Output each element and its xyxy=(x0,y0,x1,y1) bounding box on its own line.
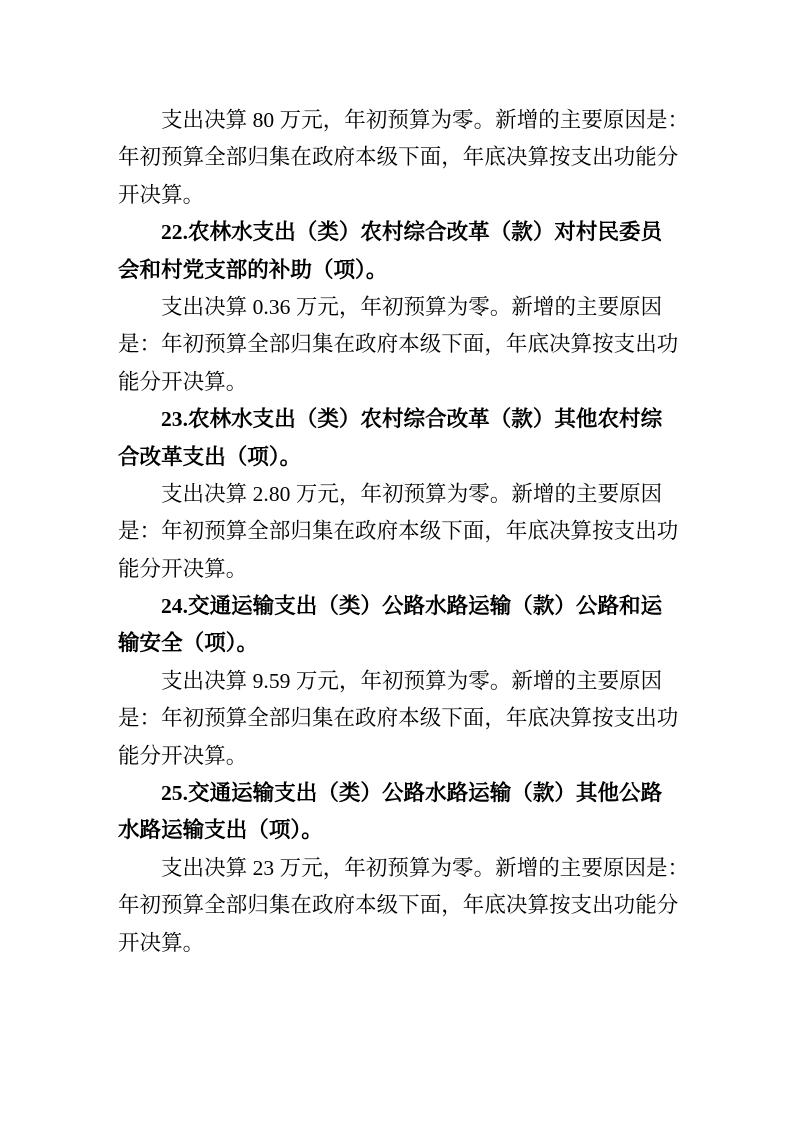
paragraph-line: 能分开决算。 xyxy=(118,556,248,581)
heading-line: 会和村党支部的补助（项）。 xyxy=(118,257,388,282)
body-paragraph xyxy=(118,289,682,401)
section-heading-23 xyxy=(118,401,682,476)
paragraph-line: 开决算。 xyxy=(118,182,205,207)
paragraph-line: 年初预算全部归集在政府本级下面，年底决算按支出功能分 xyxy=(118,145,679,170)
heading-line: 合改革支出（项）。 xyxy=(118,444,302,469)
heading-line: 水路运输支出（项）。 xyxy=(118,818,323,843)
paragraph-line: 能分开决算。 xyxy=(118,369,248,394)
body-paragraph xyxy=(118,102,690,214)
page-body-text xyxy=(118,102,690,962)
heading-line: 25.交通运输支出（类）公路水路运输（款）其他公路 xyxy=(161,781,663,806)
body-paragraph xyxy=(118,850,690,962)
section-heading-24 xyxy=(118,588,682,663)
paragraph-line: 支出决算 2.80 万元，年初预算为零。新增的主要原因 xyxy=(161,481,663,506)
paragraph-line: 年初预算全部归集在政府本级下面，年底决算按支出功能分 xyxy=(118,893,679,918)
section-heading-22 xyxy=(118,214,682,289)
paragraph-line: 支出决算 9.59 万元，年初预算为零。新增的主要原因 xyxy=(161,668,663,693)
paragraph-line: 支出决算 23 万元，年初预算为零。新增的主要原因是： xyxy=(161,855,690,880)
paragraph-line: 支出决算 80 万元，年初预算为零。新增的主要原因是： xyxy=(161,108,690,132)
paragraph-line: 是：年初预算全部归集在政府本级下面，年底决算按支出功 xyxy=(118,519,679,544)
heading-line: 22.农林水支出（类）农村综合改革（款）对村民委员 xyxy=(161,220,663,245)
paragraph-line: 是：年初预算全部归集在政府本级下面，年底决算按支出功 xyxy=(118,332,679,357)
paragraph-line: 是：年初预算全部归集在政府本级下面，年底决算按支出功 xyxy=(118,706,679,731)
paragraph-line: 能分开决算。 xyxy=(118,743,248,768)
body-paragraph xyxy=(118,663,682,775)
paragraph-line: 开决算。 xyxy=(118,930,205,955)
heading-line: 23.农林水支出（类）农村综合改革（款）其他农村综 xyxy=(161,407,663,432)
heading-line: 输安全（项）。 xyxy=(118,631,259,656)
body-paragraph xyxy=(118,476,682,588)
section-heading-25 xyxy=(118,775,682,850)
paragraph-line: 支出决算 0.36 万元，年初预算为零。新增的主要原因 xyxy=(161,294,663,319)
heading-line: 24.交通运输支出（类）公路水路运输（款）公路和运 xyxy=(161,594,663,619)
